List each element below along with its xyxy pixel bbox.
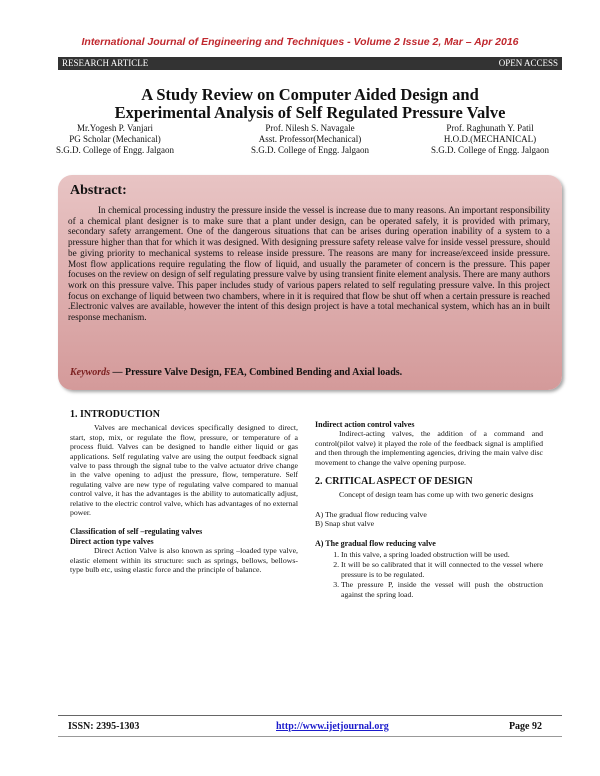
keywords-line bbox=[70, 367, 402, 378]
right-column bbox=[315, 410, 543, 600]
author-role: H.O.D.(MECHANICAL) bbox=[443, 134, 537, 144]
classification-heading: Classification of self –regulating valves bbox=[70, 527, 203, 537]
footer-divider bbox=[58, 715, 562, 716]
author-name: Prof. Raghunath Y. Patil bbox=[446, 123, 534, 133]
left-column bbox=[70, 410, 298, 575]
list-item: 2. It will be so calibrated that it will connected to the vessel where pressure is to be regulated. bbox=[341, 560, 543, 579]
title-line-1: A Study Review on Computer Aided Design and bbox=[141, 85, 479, 104]
indirect-action-heading: Indirect action control valves bbox=[315, 420, 415, 429]
journal-header: International Journal of Engineering and Techniques - Volume 2 Issue 2, Mar – Apr 2016 bbox=[81, 36, 519, 48]
critical-aspect-heading: 2. CRITICAL ASPECT OF DESIGN bbox=[315, 476, 473, 488]
gradual-valve-list bbox=[315, 550, 543, 599]
option-b: B) Snap shut valve bbox=[315, 519, 375, 529]
abstract-box bbox=[58, 175, 562, 390]
title-line-2: Experimental Analysis of Self Regulated Pressure Valve bbox=[114, 103, 506, 122]
footer-divider-bottom bbox=[58, 736, 562, 737]
gradual-valve-heading: A) The gradual flow reducing valve bbox=[315, 538, 436, 548]
journal-link[interactable]: http://www.ijetjournal.org bbox=[276, 721, 389, 732]
list-item: 1. In this valve, a spring loaded obstruction will be used. bbox=[341, 550, 543, 559]
keywords-label: Keywords bbox=[70, 367, 110, 378]
direct-action-heading: Direct action type valves bbox=[70, 536, 154, 546]
abstract-text: In chemical processing industry the pressure inside the vessel is increase due to many reasons. An important responsibility of a chemical plant designer is to make sure that a plant under design, can be operated safely, it is provided with primary, secondary safety arrangement. One of the dangerous situations that can be arises during operation inability of a system to a pressure higher than that for which it was designed. With designing pressure safety release valve for inside vessel pressure, should be giving priority to mechanical systems to release inside pressure. The reasons are many for increase/exceed inside pressure. Most flow applications require regulating the flow of liquid, and usually the parameter of concern is the pressure. This paper focuses on the review on design of self regulating pressure valve by using transient finite element analysis. There are many authors work on this pressure valve. This paper includes study of various papers related to self regulating pressure valve. In this project focus on exchange of liquid between two chambers, where in it is required that flow be shut off when a certain pressure is reached .Electronic valves are available, however the intent of this design project is have a total mechanical system, which has an in built response mechanism. bbox=[68, 205, 550, 323]
keywords-separator: — bbox=[110, 367, 125, 378]
option-a: A) The gradual flow reducing valve bbox=[315, 509, 427, 519]
author-role: PG Scholar (Mechanical) bbox=[69, 134, 161, 144]
abstract-heading: Abstract: bbox=[70, 183, 127, 198]
direct-action-paragraph: Direct Action Valve is also known as spring –loaded type valve, elastic element within its structure: such as springs, bellows, bellows-type bulb etc, using elastic force and the principle of balance. bbox=[70, 546, 298, 575]
intro-paragraph: Valves are mechanical devices specifically designed to direct, start, stop, mix, or regulate the flow, pressure, or temperature of a process fluid. Valves can be designed to handle either liquid or gas applications. Self regulating valve are using the output feedback signal valve to pass through the signal tube to the valve actuator drive change in the valve opening to adjust the pressure, flow, temperature. Self regulating valve are new type of regulating valve compared to manual control valve, it has the advantages is the ability to automatically adjust, relative to the electric control valve, which has advantages of no external power. bbox=[70, 423, 298, 518]
issn-label: ISSN: 2395-1303 bbox=[68, 721, 140, 732]
intro-heading: 1. INTRODUCTION bbox=[70, 409, 161, 420]
article-bar bbox=[58, 57, 562, 70]
list-item: 3. The pressure P, inside the vessel will push the obstruction against the spring load. bbox=[341, 580, 543, 599]
author-3 bbox=[405, 123, 575, 156]
author-1 bbox=[30, 123, 200, 156]
author-list bbox=[56, 123, 560, 163]
author-affiliation: S.G.D. College of Engg. Jalgaon bbox=[56, 145, 174, 155]
article-type-label: RESEARCH ARTICLE bbox=[62, 58, 149, 68]
paper-title bbox=[60, 86, 560, 122]
keywords-value: Pressure Valve Design, FEA, Combined Bending and Axial loads. bbox=[125, 367, 403, 378]
page-footer bbox=[58, 721, 562, 735]
open-access-label: OPEN ACCESS bbox=[498, 58, 558, 68]
indirect-action-paragraph: Indirect-acting valves, the addition of a command and control(pilot valve) it played the role of the feedback signal is amplified and then through the implementing agencies, driving the main valve disc movement to change the valve opening purpose. bbox=[315, 429, 543, 467]
author-affiliation: S.G.D. College of Engg. Jalgaon bbox=[431, 145, 549, 155]
author-affiliation: S.G.D. College of Engg. Jalgaon bbox=[251, 145, 369, 155]
author-2 bbox=[225, 123, 395, 156]
author-name: Prof. Nilesh S. Navagale bbox=[265, 123, 355, 133]
page-number: Page 92 bbox=[508, 721, 542, 732]
author-role: Asst. Professor(Mechanical) bbox=[258, 134, 362, 144]
author-name: Mr.Yogesh P. Vanjari bbox=[77, 123, 153, 133]
critical-aspect-paragraph: Concept of design team has come up with two generic designs bbox=[339, 490, 534, 500]
